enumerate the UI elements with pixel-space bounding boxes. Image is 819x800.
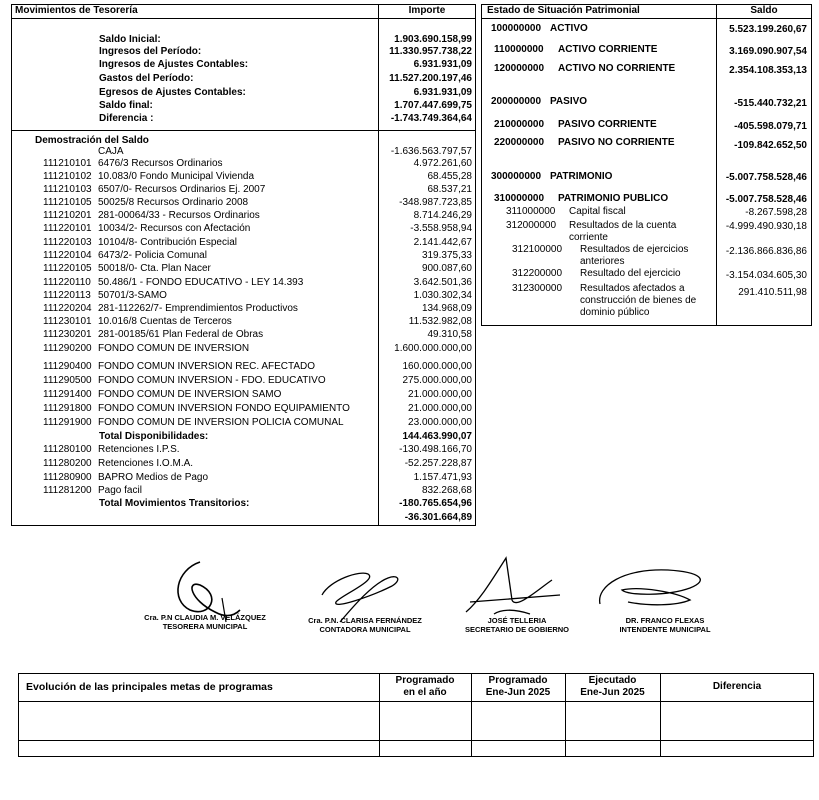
patrimonial-code: 200000000 (491, 96, 542, 107)
account-value: 8.714.246,29 (413, 210, 472, 221)
account-value: 21.000.000,00 (408, 389, 472, 400)
account-value: 134.968,09 (421, 303, 472, 314)
patrimonial-value: 291.410.511,98 (738, 287, 807, 298)
account-value: 319.375,33 (421, 250, 472, 261)
account-value: 68.537,21 (427, 184, 472, 195)
patrimonial-code: 312200000 (512, 268, 563, 279)
account-label: 10.016/8 Cuentas de Terceros (98, 316, 232, 327)
metas-col-programado-sem-l2: Ene-Jun 2025 (485, 687, 551, 698)
account-label: 10034/2- Recursos con Afectación (98, 223, 251, 234)
account-code: 111220101 (43, 223, 92, 234)
account-label: FONDO COMUN INVERSION - FDO. EDUCATIVO (98, 375, 326, 386)
patrimonial-value: -3.154.034.605,30 (725, 270, 807, 281)
metas-col-evolucion: Evolución de las principales metas de programas (26, 681, 273, 693)
account-label: FONDO COMUN DE INVERSION POLICIA COMUNAL (98, 417, 344, 428)
account-value: 23.000.000,00 (408, 417, 472, 428)
tesoreria-importe-header: Importe (408, 5, 446, 16)
account-value: 275.000.000,00 (402, 375, 472, 386)
patrimonial-label: PASIVO NO CORRIENTE (558, 137, 675, 148)
summary-label: Saldo final: (99, 100, 153, 111)
demostracion-title: Demostración del Saldo (35, 135, 149, 146)
account-code: 111291900 (43, 417, 92, 428)
account-code: 111290400 (43, 361, 92, 372)
account-value: -130.498.166,70 (399, 444, 472, 455)
account-code: 111291400 (43, 389, 92, 400)
summary-value: 6.931.931,09 (413, 59, 472, 70)
account-code: 111230201 (43, 329, 92, 340)
account-value: 21.000.000,00 (408, 403, 472, 414)
patrimonial-value: 5.523.199.260,67 (729, 24, 807, 35)
signatory-role: TESORERA MUNICIPAL (162, 622, 248, 631)
account-label: Retenciones I.P.S. (98, 444, 180, 455)
patrimonial-code: 311000000 (506, 206, 556, 217)
patrimonial-code: 300000000 (491, 171, 542, 182)
account-value: 832.268,68 (421, 485, 472, 496)
account-code: 111220103 (43, 237, 92, 248)
patrimonial-code: 220000000 (494, 137, 545, 148)
patrimonial-code: 120000000 (494, 63, 545, 74)
account-label: 50.486/1 - FONDO EDUCATIVO - LEY 14.393 (98, 277, 304, 288)
patrimonial-saldo-header: Saldo (750, 5, 778, 16)
account-label: 6507/0- Recursos Ordinarios Ej. 2007 (98, 184, 266, 195)
patrimonial-header: Estado de Situación Patrimonial (487, 5, 640, 16)
account-code: 111230101 (43, 316, 92, 327)
account-value: 160.000.000,00 (402, 361, 472, 372)
account-label: 50025/8 Recursos Ordinario 2008 (98, 197, 249, 208)
account-value: 3.642.501,36 (413, 277, 472, 288)
account-code: 111290500 (43, 375, 92, 386)
account-label: 10104/8- Contribución Especial (98, 237, 237, 248)
account-label: 10.083/0 Fondo Municipal Vivienda (98, 171, 255, 182)
account-code: 111220113 (43, 290, 91, 301)
account-code: 111280200 (43, 458, 92, 469)
patrimonial-label: Resultados afectados a construcción de bienes de dominio público (580, 283, 697, 318)
summary-label: Saldo Inicial: (99, 34, 161, 45)
patrimonial-value: 3.169.090.907,54 (729, 46, 807, 57)
tesoreria-header: Movimientos de Tesorería (15, 5, 138, 16)
account-code: 111220204 (43, 303, 92, 314)
account-value: 2.141.442,67 (413, 237, 472, 248)
patrimonial-code: 310000000 (494, 193, 545, 204)
total-disponibilidades-label: Total Disponibilidades: (99, 431, 209, 442)
signature-fernandez (322, 573, 398, 622)
account-label: 6476/3 Recursos Ordinarios (98, 158, 223, 169)
metas-col-programado-anio-l1: Programado (395, 675, 455, 686)
metas-col-programado-anio-l2: en el año (403, 687, 447, 698)
total-disponibilidades-value: 144.463.990,07 (402, 431, 472, 442)
signature-flexas (600, 570, 701, 605)
patrimonial-value: -515.440.732,21 (734, 98, 807, 109)
patrimonial-code: 210000000 (494, 119, 545, 130)
account-label: BAPRO Medios de Pago (98, 472, 209, 483)
patrimonial-label: Resultados de la cuenta corriente (569, 220, 677, 243)
patrimonial-value: -8.267.598,28 (745, 207, 807, 218)
signatory-name: JOSÉ TELLERIA (487, 616, 547, 625)
signatory-role: CONTADORA MUNICIPAL (319, 625, 411, 634)
total-transitorios-label: Total Movimientos Transitorios: (99, 498, 250, 509)
signatory-name: Cra. P.N CLAUDIA M. VELÁZQUEZ (144, 613, 266, 622)
summary-value: 1.903.690.158,99 (394, 34, 472, 45)
patrimonial-label: ACTIVO CORRIENTE (558, 44, 658, 55)
account-code: 111210201 (43, 210, 92, 221)
tesoreria-summary-divider (11, 130, 476, 131)
account-label: Pago facil (98, 485, 142, 496)
metas-col-ejecutado-l2: Ene-Jun 2025 (580, 687, 645, 698)
patrimonial-value: 2.354.108.353,13 (729, 65, 807, 76)
account-value: -52.257.228,87 (404, 458, 472, 469)
patrimonial-label: PASIVO (550, 96, 588, 107)
account-label: 50701/3-SAMO (98, 290, 167, 301)
account-code: 111220104 (43, 250, 92, 261)
account-label: CAJA (98, 146, 124, 157)
patrimonial-code: 312100000 (512, 244, 563, 255)
summary-value: 1.707.447.699,75 (394, 100, 472, 111)
metas-col-ejecutado-l1: Ejecutado (588, 675, 637, 686)
account-value: 1.157.471,93 (413, 472, 472, 483)
account-code: 111210105 (43, 197, 92, 208)
signature-velazquez (178, 562, 240, 616)
patrimonial-label: Capital fiscal (569, 206, 626, 217)
account-code: 111280900 (43, 472, 92, 483)
account-label: 50018/0- Cta. Plan Nacer (98, 263, 211, 274)
account-value: -1.636.563.797,57 (390, 146, 472, 157)
patrimonial-value: -4.999.490.930,18 (725, 221, 807, 232)
account-code: 111280100 (43, 444, 92, 455)
patrimonial-label: Resultados de ejercicios anteriores (580, 244, 689, 267)
metas-row-divider (18, 740, 814, 741)
account-value: 11.532.982,08 (408, 316, 472, 327)
patrimonial-value: -109.842.652,50 (734, 140, 807, 151)
account-code: 111290200 (43, 343, 92, 354)
account-code: 111210103 (43, 184, 92, 195)
summary-value: 11.330.957.738,22 (389, 46, 472, 57)
account-value: 900.087,60 (421, 263, 472, 274)
patrimonial-code: 312000000 (506, 220, 557, 231)
patrimonial-value: -5.007.758.528,46 (725, 172, 807, 183)
account-value: 1.600.000.000,00 (394, 343, 472, 354)
metas-col-programado-sem-l1: Programado (488, 675, 548, 686)
account-code: 111210102 (43, 171, 92, 182)
account-label: 281-112262/7- Emprendimientos Productivos (98, 303, 298, 314)
summary-label: Gastos del Período: (99, 73, 194, 84)
patrimonial-value: -405.598.079,71 (734, 121, 807, 132)
account-value: 49.310,58 (427, 329, 472, 340)
patrimonial-label: PASIVO CORRIENTE (558, 119, 657, 130)
patrimonial-value: -5.007.758.528,46 (725, 194, 807, 205)
signatory-role: INTENDENTE MUNICIPAL (619, 625, 711, 634)
signatory-role: SECRETARIO DE GOBIERNO (464, 625, 570, 634)
summary-value: -1.743.749.364,64 (390, 113, 472, 124)
summary-label: Ingresos del Período: (99, 46, 202, 57)
account-code: 111210101 (43, 158, 92, 169)
total-transitorios-value: -180.765.654,96 (399, 498, 472, 509)
account-label: 281-00185/61 Plan Federal de Obras (98, 329, 264, 340)
summary-label: Diferencia : (99, 113, 154, 124)
account-label: FONDO COMUN DE INVERSION (98, 343, 250, 354)
patrimonial-header-divider (481, 18, 812, 19)
summary-label: Egresos de Ajustes Contables: (99, 87, 246, 98)
patrimonial-code: 100000000 (491, 23, 542, 34)
patrimonial-code: 312300000 (512, 283, 563, 294)
account-label: 281-00064/33 - Recursos Ordinarios (98, 210, 260, 221)
account-label: Retenciones I.O.M.A. (98, 458, 194, 469)
patrimonial-value: -2.136.866.836,86 (725, 246, 807, 257)
account-code: 111220110 (43, 277, 91, 288)
account-label: FONDO COMUN DE INVERSION SAMO (98, 389, 282, 400)
metas-col-diferencia: Diferencia (712, 681, 762, 692)
signatory-name: DR. FRANCO FLEXAS (625, 616, 705, 625)
patrimonial-label: PATRIMONIO PUBLICO (558, 193, 669, 204)
account-value: -3.558.958,94 (410, 223, 472, 234)
account-label: FONDO COMUN INVERSION REC. AFECTADO (98, 361, 316, 372)
account-code: 111281200 (43, 485, 92, 496)
signature-telleria (466, 558, 560, 614)
account-value: 1.030.302,34 (413, 290, 472, 301)
metas-header-divider (18, 701, 814, 702)
signatory-name: Cra. P.N. CLARISA FERNÁNDEZ (308, 616, 422, 625)
account-code: 111291800 (43, 403, 92, 414)
account-value: 4.972.261,60 (413, 158, 472, 169)
patrimonial-label: PATRIMONIO (550, 171, 613, 182)
patrimonial-label: ACTIVO (550, 23, 588, 34)
patrimonial-code: 110000000 (494, 44, 544, 55)
patrimonial-label: ACTIVO NO CORRIENTE (558, 63, 676, 74)
summary-value: 11.527.200.197,46 (389, 73, 472, 84)
summary-value: 6.931.931,09 (413, 87, 472, 98)
account-value: 68.455,28 (427, 171, 472, 182)
account-label: 6473/2- Policia Comunal (98, 250, 207, 261)
final-difference-value: -36.301.664,89 (404, 512, 472, 523)
summary-label: Ingresos de Ajustes Contables: (99, 59, 249, 70)
tesoreria-header-divider (11, 18, 476, 19)
account-value: -348.987.723,85 (399, 197, 472, 208)
account-code: 111220105 (43, 263, 92, 274)
patrimonial-label: Resultado del ejercicio (580, 268, 681, 279)
account-label: FONDO COMUN INVERSION FONDO EQUIPAMIENTO (98, 403, 350, 414)
